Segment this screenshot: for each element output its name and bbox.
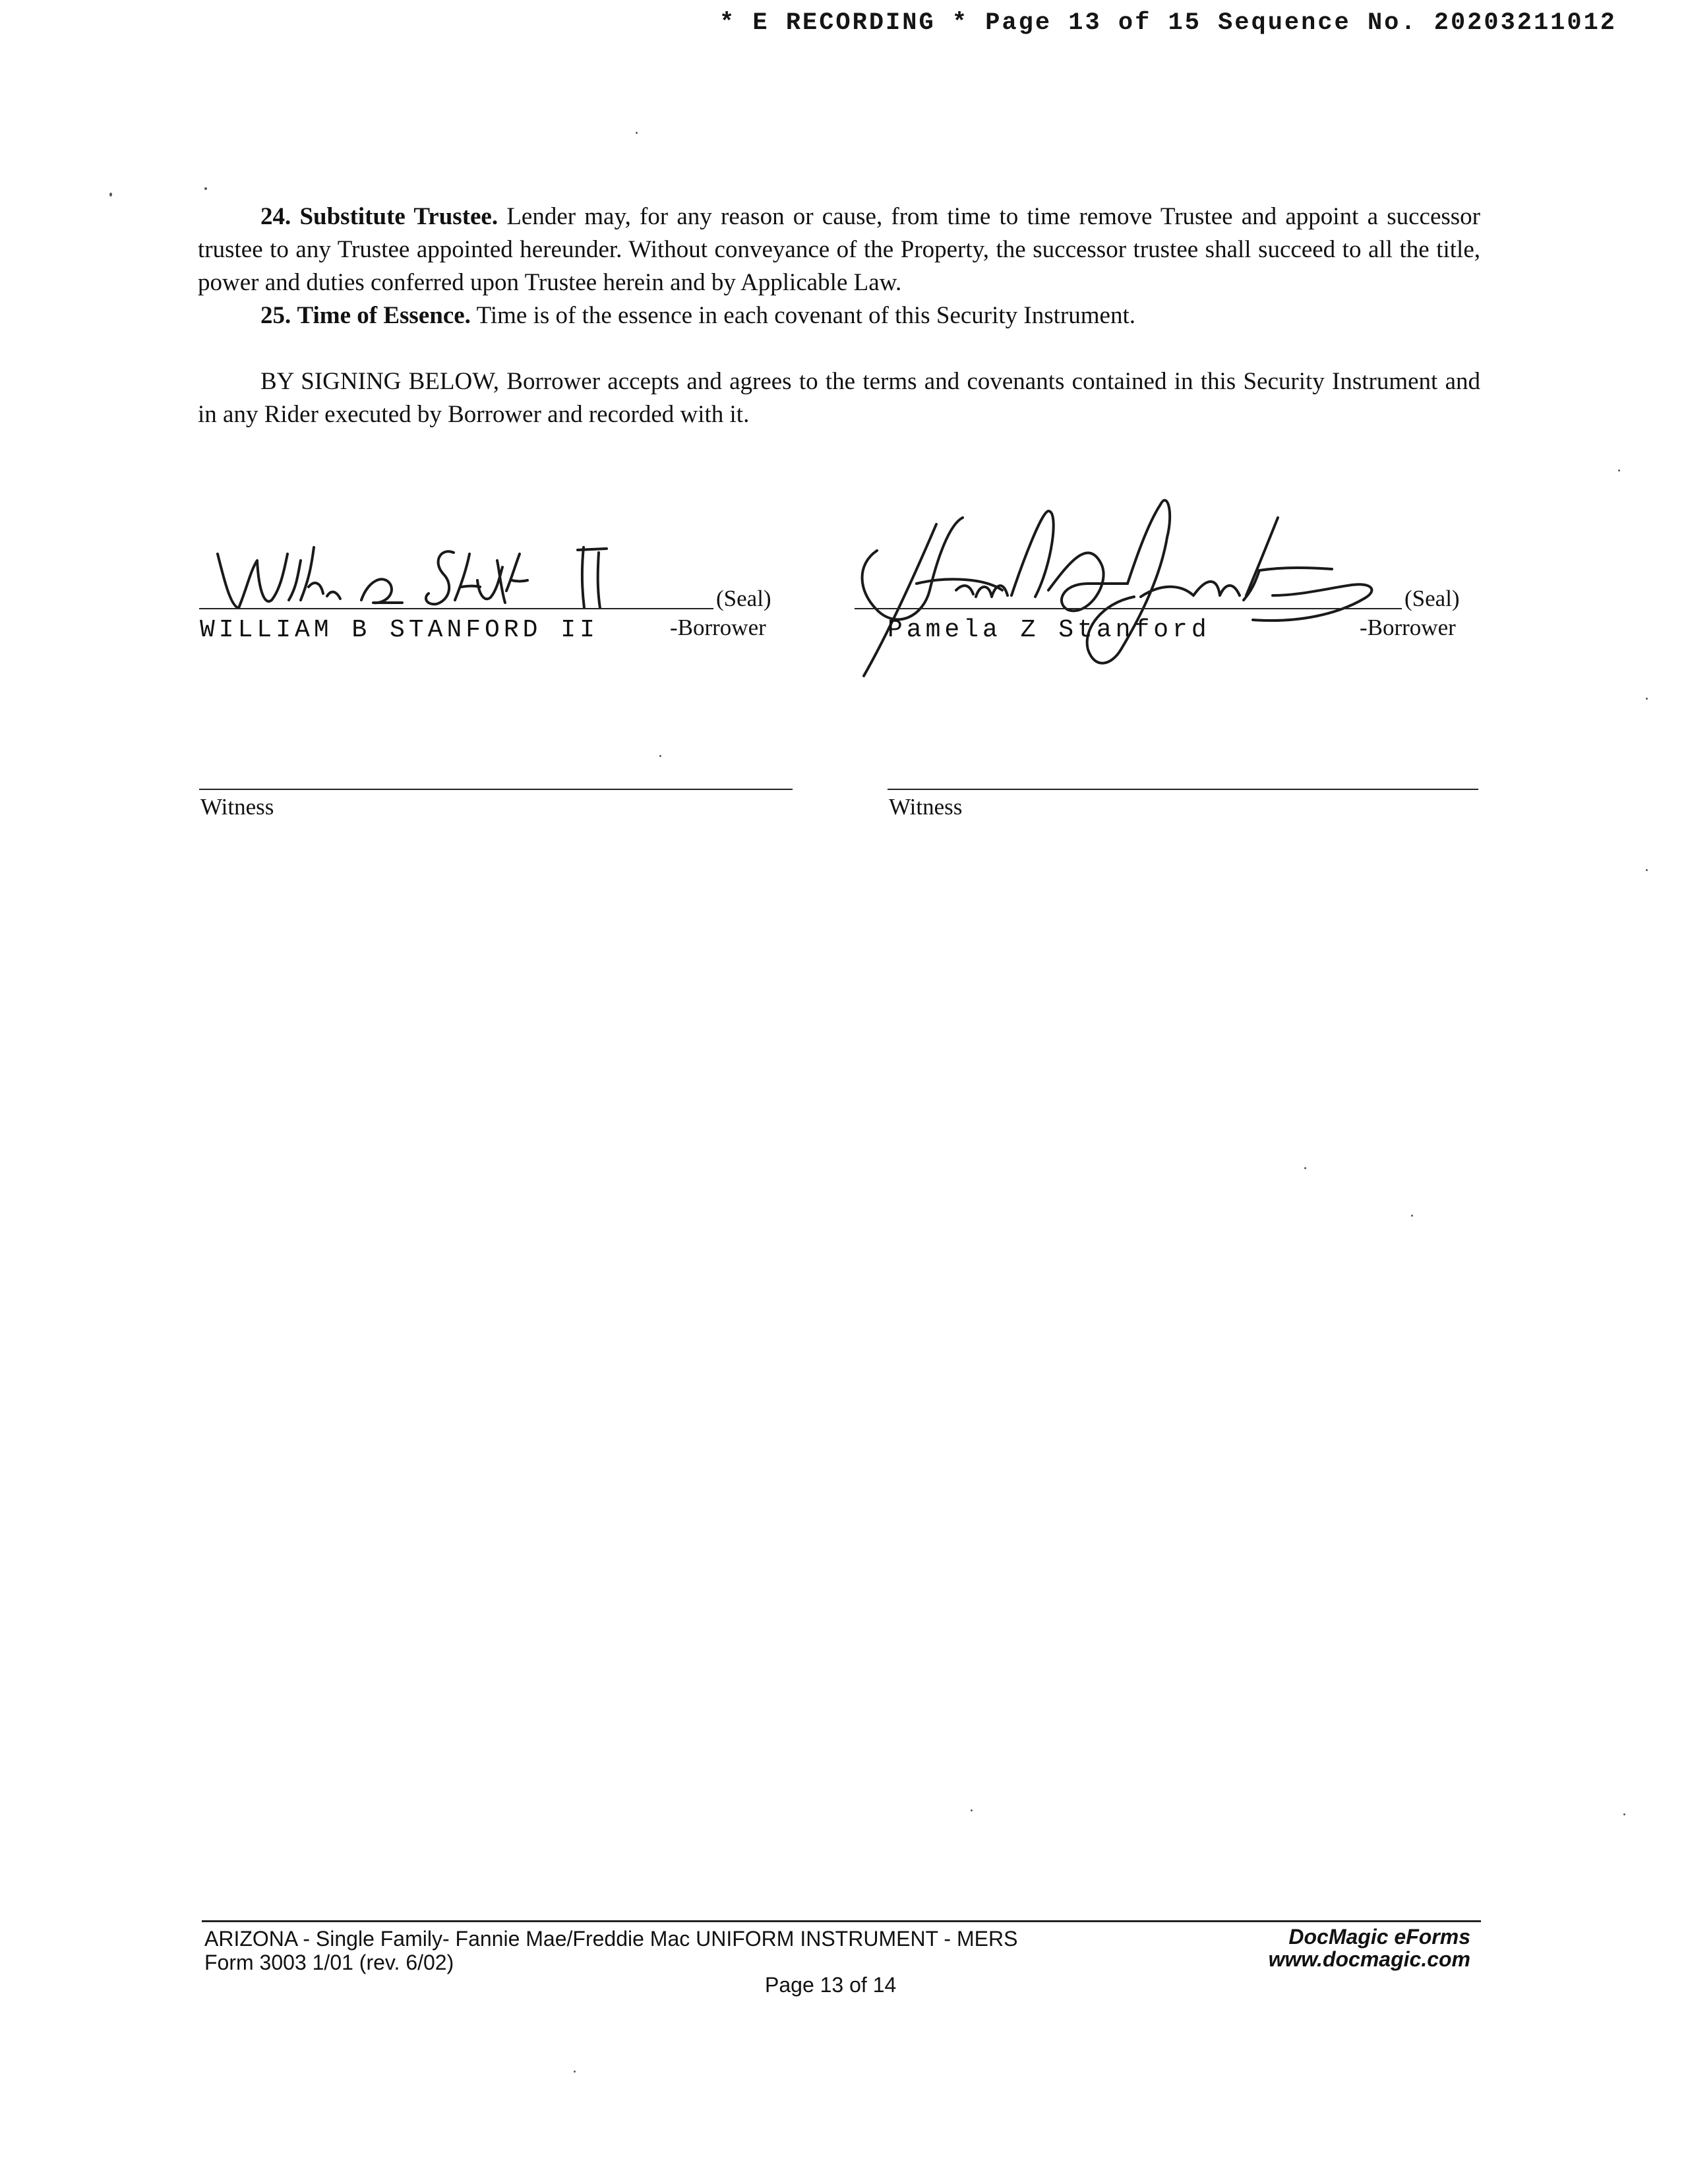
footer-page-number: Page 13 of 14	[765, 1973, 897, 1997]
scan-speck	[574, 2071, 576, 2073]
section-text: Lender may, for any reason or cause, from time to time remove Trustee and appoint a successor trustee to any Trustee appointed hereunder. Without conveyance of the Property, the successor trustee shall succeed to all the title, power and duties conferred upon Trustee herein and by Applicable Law.	[198, 203, 1480, 296]
signature-line-right	[855, 608, 1402, 609]
docmagic-url: www.docmagic.com	[1268, 1947, 1470, 1971]
section-24	[198, 200, 1480, 299]
scan-speck	[659, 755, 661, 757]
witness-label-left: Witness	[200, 794, 274, 820]
typed-name-right: Pamela Z Stanford	[888, 616, 1211, 644]
document-body	[198, 200, 1480, 431]
scan-speck	[1304, 1167, 1306, 1169]
acknowledgment-paragraph: BY SIGNING BELOW, Borrower accepts and agrees to the terms and covenants contained in this Security Instrument and in any Rider executed by Borrower and recorded with it.	[198, 368, 1480, 428]
footer-rule	[202, 1920, 1481, 1922]
signature-pamela-stanford	[851, 485, 1391, 696]
scan-speck	[1618, 470, 1620, 471]
signature-line-left	[199, 608, 713, 609]
witness-line-left	[199, 789, 793, 790]
footer-form-number: Form 3003 1/01 (rev. 6/02)	[204, 1951, 454, 1974]
borrower-label-right: -Borrower	[1360, 615, 1456, 640]
section-title: Time of Essence.	[297, 302, 471, 329]
scan-speck	[1646, 869, 1648, 871]
section-title: Substitute Trustee.	[299, 203, 498, 230]
witness-label-right: Witness	[889, 794, 963, 820]
section-number: 25.	[260, 302, 291, 329]
seal-label-left: (Seal)	[716, 586, 771, 611]
scan-speck	[971, 1809, 973, 1811]
docmagic-logo: DocMagic eForms	[1288, 1925, 1470, 1949]
recording-stamp: * E RECORDING * Page 13 of 15 Sequence No. 20203211012	[719, 9, 1617, 37]
borrower-label-left: -Borrower	[670, 615, 766, 640]
scan-speck	[1646, 698, 1648, 700]
footer-form-info	[204, 1927, 1017, 1974]
typed-name-left: WILLIAM B STANFORD II	[200, 616, 599, 644]
signature-william-stanford	[211, 534, 633, 626]
scan-speck	[1411, 1215, 1413, 1217]
section-text: Time is of the essence in each covenant of this Security Instrument.	[476, 302, 1135, 329]
scan-speck	[636, 132, 638, 134]
section-25	[198, 299, 1480, 332]
scan-speck	[1623, 1813, 1625, 1815]
section-number: 24.	[260, 203, 291, 230]
scan-speck	[109, 193, 112, 197]
seal-label-right: (Seal)	[1404, 586, 1460, 611]
footer-form-title: ARIZONA - Single Family- Fannie Mae/Freddie Mac UNIFORM INSTRUMENT - MERS	[204, 1927, 1018, 1951]
scan-speck	[204, 187, 207, 190]
footer-brand-block	[1269, 1926, 1470, 1970]
witness-line-right	[888, 789, 1478, 790]
